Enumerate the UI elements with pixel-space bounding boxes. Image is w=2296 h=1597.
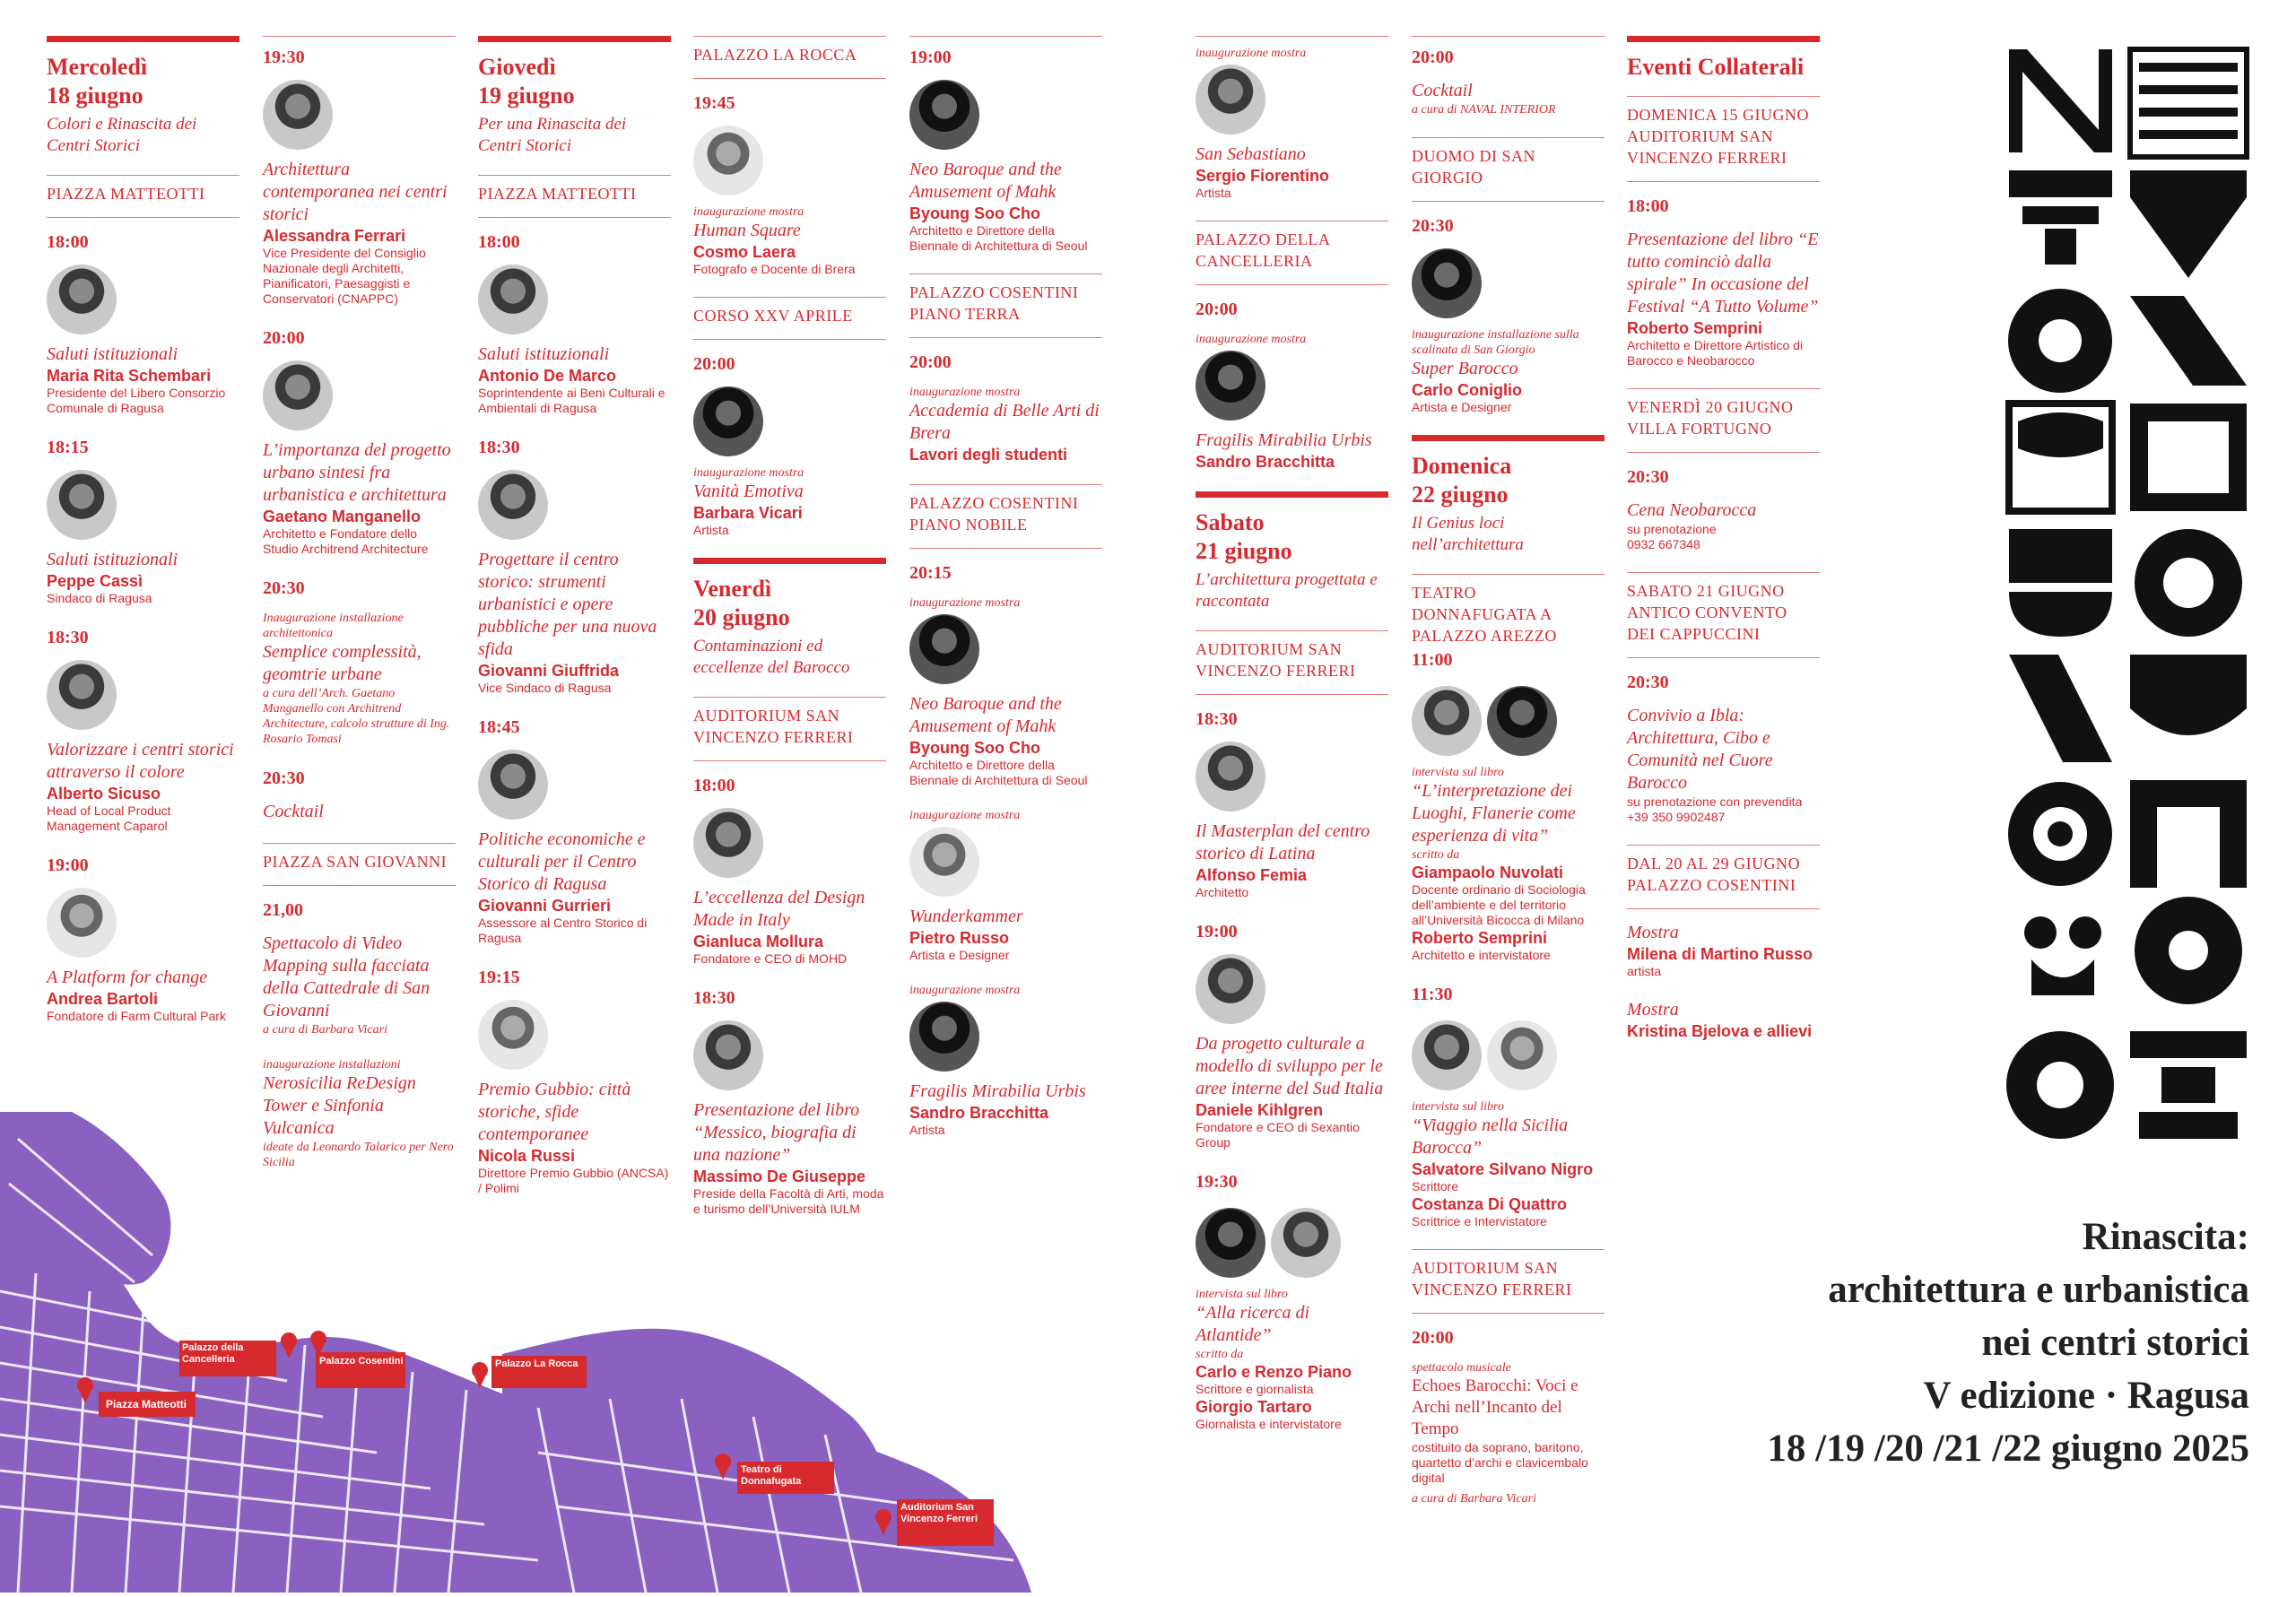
divider xyxy=(1627,36,1820,42)
event-description: costituito da soprano, baritono, quartetto d’archi e clavicembalo digital xyxy=(1412,1440,1588,1485)
event-title: Saluti istituzionali xyxy=(478,344,610,364)
speaker-photo xyxy=(693,126,763,195)
speaker-role: Artista xyxy=(1196,186,1231,200)
event-credit: ideate da Leonardo Talarico per Nero Sicilia xyxy=(263,1141,454,1169)
event-time: 20:15 xyxy=(909,563,952,583)
headline-title: Rinascita: xyxy=(2082,1216,2249,1258)
event-title: Fragilis Mirabilia Urbis xyxy=(909,1081,1086,1101)
speaker-role: Artista e Designer xyxy=(909,948,1010,962)
speaker-name: Giovanni Giuffrida xyxy=(478,662,620,680)
venue-label: DUOMO DI SAN GIORGIO xyxy=(1412,137,1605,202)
speaker-name: Antonio De Marco xyxy=(478,367,617,385)
event-time: 20:30 xyxy=(263,578,305,598)
event-title: L’eccellenza del Design Made in Italy xyxy=(693,888,865,930)
speaker-role: Fotografo e Docente di Brera xyxy=(693,262,856,276)
map-label-auditorium: Auditorium San Vincenzo Ferreri xyxy=(900,1502,978,1524)
day-title: Venerdì 20 giugno xyxy=(693,576,790,630)
speaker-name: Cosmo Laera xyxy=(693,243,796,261)
speaker-photo xyxy=(47,265,117,334)
divider xyxy=(909,36,1102,37)
event-time: 20:30 xyxy=(1627,673,1669,692)
column-wednesday xyxy=(47,36,239,1024)
speaker-role: artista xyxy=(1627,964,1662,978)
event-note: Inaugurazione installazione architettonica xyxy=(263,612,404,640)
speaker-name: Maria Rita Schembari xyxy=(47,367,212,385)
event-title: Mostra xyxy=(1627,923,1679,942)
event-time: 20:00 xyxy=(1196,299,1238,319)
speaker-photo xyxy=(263,360,333,430)
column-thursday-friday xyxy=(693,36,886,1217)
event-note: intervista sul libro xyxy=(1412,1100,1504,1114)
speaker-name: Barbara Vicari xyxy=(693,504,803,522)
speaker-role: Assessore al Centro Storico di Ragusa xyxy=(478,916,648,945)
event-title: Cena Neobarocca xyxy=(1627,500,1757,520)
venue-label: PIAZZA MATTEOTTI xyxy=(478,175,671,218)
speaker-photo xyxy=(1196,742,1265,812)
speaker-role: Soprintendente ai Beni Culturali e Ambientali di Ragusa xyxy=(478,386,665,415)
map-label-cosentini: Palazzo Cosentini xyxy=(319,1356,404,1367)
speaker-name: Milena di Martino Russo xyxy=(1627,945,1813,963)
speaker-photos xyxy=(1412,1017,1605,1099)
divider xyxy=(263,36,456,37)
event-time: 18:00 xyxy=(47,232,89,252)
event-note: inaugurazione mostra xyxy=(909,386,1021,399)
speaker-name: Nicola Russi xyxy=(478,1147,576,1165)
event-title: Valorizzare i centri storici attraverso il colore xyxy=(47,740,234,782)
speaker-role: Artista xyxy=(693,523,729,537)
speaker-photo xyxy=(1271,1208,1341,1278)
speaker-role: Docente ordinario di Sociologia dell’ambiente e del territorio all’Università Bicocca di Milano xyxy=(1412,882,1586,927)
event-title: Architettura contemporanea nei centri storici xyxy=(263,160,448,224)
venue-label: PALAZZO LA ROCCA xyxy=(693,36,886,79)
speaker-role: Presidente del Libero Consorzio Comunale di Ragusa xyxy=(47,386,226,415)
headline-edition: V edizione · Ragusa xyxy=(1923,1375,2249,1417)
event-note: spettacolo musicale xyxy=(1412,1361,1511,1375)
event-time: 20:00 xyxy=(1412,1328,1454,1348)
headline-dates: 18 /19 /20 /21 /22 giugno 2025 xyxy=(1767,1428,2249,1470)
speaker-role: Head of Local Product Management Caparol xyxy=(47,803,171,833)
speaker-name: Byoung Soo Cho xyxy=(909,739,1040,757)
event-title: Il Masterplan del centro storico di Latina xyxy=(1196,821,1370,864)
speaker-name: Roberto Semprini xyxy=(1627,319,1763,337)
speaker-name: Costanza Di Quattro xyxy=(1412,1195,1568,1213)
speaker-photo xyxy=(909,827,979,897)
speaker-photo xyxy=(1412,686,1482,756)
speaker-name: Andrea Bartoli xyxy=(47,990,159,1008)
speaker-photo xyxy=(693,808,763,878)
event-title: San Sebastiano xyxy=(1196,144,1306,164)
event-time: 20:00 xyxy=(909,352,952,372)
speaker-name: Massimo De Giuseppe xyxy=(693,1167,866,1185)
speaker-role: Preside della Facoltà di Arti, moda e turismo dell’Università IULM xyxy=(693,1186,884,1216)
divider xyxy=(1412,435,1605,441)
speaker-role: Architetto e Direttore della Biennale di Architettura di Seoul xyxy=(909,758,1088,787)
event-title: Premio Gubbio: città storiche, sfide contemporanee xyxy=(478,1080,631,1144)
column-thursday xyxy=(478,36,671,1196)
event-title: Super Barocco xyxy=(1412,359,1518,378)
speaker-photo xyxy=(1196,351,1265,421)
speaker-photo xyxy=(1196,65,1265,135)
day-subtitle: Per una Rinascita dei Centri Storici xyxy=(478,115,627,155)
event-title: L’importanza del progetto urbano sintesi fra urbanistica e architettura xyxy=(263,440,451,505)
speaker-name: Sandro Bracchitta xyxy=(1196,453,1335,471)
speaker-role: Fondatore di Farm Cultural Park xyxy=(47,1009,226,1023)
column-wednesday-cont xyxy=(263,36,456,1170)
event-title: Semplice complessità, geomtrie urbane xyxy=(263,642,422,684)
venue-label: PALAZZO COSENTINI PIANO NOBILE xyxy=(909,484,1102,549)
event-credit: a cura di Barbara Vicari xyxy=(263,1023,387,1037)
event-title: “Alla ricerca di Atlantide” xyxy=(1196,1303,1310,1345)
event-time: 11:30 xyxy=(1412,985,1453,1004)
speaker-name: Pietro Russo xyxy=(909,929,1010,947)
column-collateral-events xyxy=(1627,36,1820,1041)
speaker-role: Fondatore e CEO di Sexantio Group xyxy=(1196,1120,1360,1150)
event-title: A Platform for change xyxy=(47,968,208,987)
speaker-name: Gianluca Mollura xyxy=(693,933,824,950)
speaker-role: Artista e Designer xyxy=(1412,400,1512,414)
event-time: 19:30 xyxy=(1196,1172,1238,1192)
speaker-photo xyxy=(1196,1208,1265,1278)
speaker-name: Giampaolo Nuvolati xyxy=(1412,864,1564,881)
event-note: inaugurazione mostra xyxy=(693,466,804,480)
speaker-name: Salvatore Silvano Nigro xyxy=(1412,1160,1594,1178)
festival-logo xyxy=(2005,45,2256,1148)
speaker-photo xyxy=(693,386,763,456)
event-time: 19:00 xyxy=(47,855,89,875)
event-time: 18:15 xyxy=(47,438,89,457)
event-note: inaugurazione mostra xyxy=(909,596,1021,610)
event-title: Presentazione del libro “Messico, biografia di una nazione” xyxy=(693,1100,860,1165)
event-time: 18:00 xyxy=(693,776,735,795)
event-info: su prenotazione xyxy=(1627,522,1717,536)
city-map xyxy=(0,1112,1031,1593)
speaker-photo xyxy=(1487,1020,1557,1090)
venue-label: PALAZZO COSENTINI PIANO TERRA xyxy=(909,273,1102,338)
event-note: inaugurazione mostra xyxy=(1196,333,1307,346)
speaker-photo xyxy=(909,1002,979,1072)
speaker-name: Gaetano Manganello xyxy=(263,508,422,525)
speaker-photo xyxy=(47,470,117,540)
venue-label: CORSO XXV APRILE xyxy=(693,297,886,340)
speaker-name: Lavori degli studenti xyxy=(909,446,1068,464)
divider xyxy=(478,36,671,42)
speaker-role: Vice Presidente del Consiglio Nazionale degli Architetti, Pianificatori, Paesaggisti e Conservatori (CNAPPC) xyxy=(263,246,426,306)
day-subtitle: Contaminazioni ed eccellenze del Barocco xyxy=(693,637,850,677)
speaker-role: Architetto e Fondatore dello Studio Architrend Architecture xyxy=(263,526,429,556)
speaker-photo xyxy=(1412,248,1482,318)
event-title: Spettacolo di Video Mapping sulla facciata della Cattedrale di San Giovanni xyxy=(263,933,430,1020)
venue-label: AUDITORIUM SAN VINCENZO FERRERI xyxy=(1196,630,1388,695)
venue-label: PIAZZA SAN GIOVANNI xyxy=(263,843,456,886)
speaker-photo xyxy=(47,660,117,730)
event-title: Convivio a Ibla: Architettura, Cibo e Comunità nel Cuore Barocco xyxy=(1627,706,1773,793)
event-credit: a cura di NAVAL INTERIOR xyxy=(1412,103,1556,117)
event-title: Neo Baroque and the Amusement of Mahk xyxy=(909,160,1062,202)
event-title: Progettare il centro storico: strumenti urbanistici e opere pubbliche per una nuova sfida xyxy=(478,550,657,659)
event-time: 18:30 xyxy=(693,988,735,1008)
speaker-role: Artista xyxy=(909,1123,945,1137)
event-time: 19:15 xyxy=(478,968,520,987)
event-note: inaugurazione mostra xyxy=(693,205,804,219)
speaker-name: Byoung Soo Cho xyxy=(909,204,1040,222)
speaker-role: Fondatore e CEO di MOHD xyxy=(693,951,848,966)
event-time: 18:45 xyxy=(478,717,520,737)
speaker-role: Architetto e intervistatore xyxy=(1412,948,1551,962)
event-note: inaugurazione mostra xyxy=(909,809,1021,822)
event-title: Politiche economiche e culturali per il Centro Storico di Ragusa xyxy=(478,829,646,894)
speaker-name: Daniele Kihlgren xyxy=(1196,1101,1324,1119)
event-time: 18:30 xyxy=(1196,709,1238,729)
event-title: Mostra xyxy=(1627,1000,1679,1020)
day-title: Domenica 22 giugno xyxy=(1412,453,1512,508)
speaker-name: Sandro Bracchitta xyxy=(909,1104,1049,1122)
map-graphic xyxy=(0,1112,1031,1593)
headline-line: architettura e urbanistica xyxy=(1828,1269,2249,1311)
event-time: 18:30 xyxy=(47,628,89,647)
event-title: Wunderkammer xyxy=(909,907,1023,926)
event-credit: a cura dell’Arch. Gaetano Manganello con Architrend Architecture, calcolo strutture di Ing. Rosario Tomasi xyxy=(263,687,450,746)
event-credit: a cura di Barbara Vicari xyxy=(1412,1492,1536,1506)
day-title: Sabato 21 giugno xyxy=(1196,509,1292,564)
venue-label: DOMENICA 15 GIUGNO AUDITORIUM SAN VINCENZO FERRERI xyxy=(1627,96,1820,182)
speaker-role: Scrittore e giornalista xyxy=(1196,1382,1314,1396)
speaker-role: Scrittore xyxy=(1412,1179,1459,1193)
headline-line: nei centri storici xyxy=(1981,1322,2249,1364)
speaker-name: Roberto Semprini xyxy=(1412,929,1548,947)
speaker-photo xyxy=(1412,1020,1482,1090)
speaker-name: Carlo e Renzo Piano xyxy=(1196,1363,1352,1381)
day-title: Giovedì 19 giugno xyxy=(478,54,575,108)
event-time: 19:00 xyxy=(909,48,952,67)
event-title: Human Square xyxy=(693,221,801,240)
speaker-role: Direttore Premio Gubbio (ANCSA) / Polimi xyxy=(478,1166,669,1195)
speaker-photo xyxy=(909,614,979,684)
speaker-photo xyxy=(263,80,333,150)
event-title: “L’interpretazione dei Luoghi, Flanerie come esperienza di vita” xyxy=(1412,781,1576,846)
event-time: 11:00 xyxy=(1412,650,1453,670)
venue-label: SABATO 21 GIUGNO ANTICO CONVENTO DEI CAPPUCCINI xyxy=(1627,572,1820,658)
speaker-photo xyxy=(478,265,548,334)
speaker-name: Peppe Cassì xyxy=(47,572,144,590)
speaker-name: Kristina Bjelova e allievi xyxy=(1627,1022,1813,1040)
speaker-photo xyxy=(693,1020,763,1090)
column-saturday xyxy=(1196,36,1388,1432)
event-title: Cocktail xyxy=(263,802,324,821)
event-note: inaugurazione mostra xyxy=(1196,47,1307,60)
day-subtitle: L’architettura progettata e raccontata xyxy=(1196,570,1378,611)
speaker-name: Sergio Fiorentino xyxy=(1196,167,1330,185)
phone-number: +39 350 9902487 xyxy=(1627,810,1726,824)
event-note: inaugurazione mostra xyxy=(909,984,1021,997)
speaker-name: Giovanni Gurrieri xyxy=(478,897,612,915)
event-title: Da progetto culturale a modello di sviluppo per le aree interne del Sud Italia xyxy=(1196,1034,1384,1098)
divider xyxy=(1412,36,1605,37)
neobarocco-logo-icon xyxy=(2005,45,2256,1148)
speaker-photo xyxy=(478,1000,548,1070)
speaker-role: Architetto e Direttore Artistico di Barocco e Neobarocco xyxy=(1627,338,1804,368)
event-title: Cocktail xyxy=(1412,81,1473,100)
speaker-role: Giornalista e intervistatore xyxy=(1196,1417,1342,1431)
divider xyxy=(47,36,239,42)
speaker-photos xyxy=(1412,682,1605,765)
event-credit: scritto da xyxy=(1412,848,1460,862)
event-title: Saluti istituzionali xyxy=(47,550,178,569)
event-title: Fragilis Mirabilia Urbis xyxy=(1196,430,1372,450)
venue-label: VENERDÌ 20 GIUGNO VILLA FORTUGNO xyxy=(1627,388,1820,453)
venue-label: DAL 20 AL 29 GIUGNO PALAZZO COSENTINI xyxy=(1627,845,1820,909)
speaker-role: Sindaco di Ragusa xyxy=(47,591,152,605)
phone-number: 0932 667348 xyxy=(1627,537,1700,551)
event-note: intervista sul libro xyxy=(1196,1288,1288,1301)
map-label-la-rocca: Palazzo La Rocca xyxy=(495,1358,578,1369)
speaker-name: Alfonso Femia xyxy=(1196,866,1308,884)
divider xyxy=(1196,36,1388,37)
column-friday-cont xyxy=(909,36,1102,1138)
event-title: “Viaggio nella Sicilia Barocca” xyxy=(1412,1115,1569,1158)
venue-label: PALAZZO DELLA CANCELLERIA xyxy=(1196,221,1388,285)
event-time: 20:30 xyxy=(1412,216,1454,236)
event-time: 20:00 xyxy=(1412,48,1454,67)
map-label-cancelleria: Palazzo della Cancelleria xyxy=(182,1342,244,1365)
venue-label: TEATRO DONNAFUGATA A PALAZZO AREZZO xyxy=(1412,574,1605,647)
speaker-role: Vice Sindaco di Ragusa xyxy=(478,681,612,695)
column-sunday xyxy=(1412,36,1605,1506)
event-time: 19:00 xyxy=(1196,922,1238,942)
event-time: 20:30 xyxy=(1627,467,1669,487)
speaker-name: Carlo Coniglio xyxy=(1412,381,1522,399)
venue-label: AUDITORIUM SAN VINCENZO FERRERI xyxy=(1412,1249,1605,1314)
day-subtitle: Il Genius loci nell’architettura xyxy=(1412,514,1524,554)
event-title: Saluti istituzionali xyxy=(47,344,178,364)
section-title: Eventi Collaterali xyxy=(1627,54,1805,80)
event-info: su prenotazione con prevendita xyxy=(1627,794,1803,809)
event-time: 20:00 xyxy=(263,328,305,348)
event-title: Nerosicilia ReDesign Tower e Sinfonia Vulcanica xyxy=(263,1073,416,1138)
speaker-photo xyxy=(47,888,117,958)
event-credit: scritto da xyxy=(1196,1348,1244,1361)
speaker-photo xyxy=(478,470,548,540)
speaker-photos xyxy=(1196,1204,1388,1287)
speaker-photo xyxy=(1487,686,1557,756)
venue-label: AUDITORIUM SAN VINCENZO FERRERI xyxy=(693,697,886,761)
map-label-donnafugata: Teatro di Donnafugata xyxy=(741,1464,802,1487)
map-label-piazza-matteotti: Piazza Matteotti xyxy=(106,1398,187,1410)
speaker-role: Architetto e Direttore della Biennale di Architettura di Seoul xyxy=(909,223,1088,253)
event-title: Neo Baroque and the Amusement of Mahk xyxy=(909,694,1062,736)
event-note: inaugurazione installazioni xyxy=(263,1058,401,1072)
day-subtitle: Colori e Rinascita dei Centri Storici xyxy=(47,115,197,155)
speaker-photo xyxy=(478,750,548,820)
speaker-name: Alberto Sicuso xyxy=(47,785,161,803)
event-time: 21,00 xyxy=(263,900,303,920)
speaker-name: Giorgio Tartaro xyxy=(1196,1398,1312,1416)
divider xyxy=(693,558,886,564)
event-time: 18:30 xyxy=(478,438,520,457)
event-title: Vanità Emotiva xyxy=(693,482,804,501)
divider xyxy=(1196,491,1388,498)
event-title: Accademia di Belle Arti di Brera xyxy=(909,401,1100,443)
day-title: Mercoledì 18 giugno xyxy=(47,54,148,108)
event-title: Presentazione del libro “E tutto cominciò dalla spirale” In occasione del Festival “A Tutto Volume” xyxy=(1627,230,1819,317)
speaker-role: Architetto xyxy=(1196,885,1249,899)
event-title: Echoes Barocchi: Voci e Archi nell’Incanto del Tempo xyxy=(1412,1376,1578,1438)
event-time: 20:30 xyxy=(263,768,305,788)
event-time: 19:45 xyxy=(693,93,735,113)
event-time: 18:00 xyxy=(478,232,520,252)
event-time: 18:00 xyxy=(1627,196,1669,216)
event-note: intervista sul libro xyxy=(1412,766,1504,779)
event-time: 20:00 xyxy=(693,354,735,374)
speaker-photo xyxy=(1196,954,1265,1024)
speaker-role: Scrittrice e Intervistatore xyxy=(1412,1214,1547,1228)
speaker-photo xyxy=(909,80,979,150)
venue-label: PIAZZA MATTEOTTI xyxy=(47,175,239,218)
speaker-name: Alessandra Ferrari xyxy=(263,227,406,245)
event-note: inaugurazione installazione sulla scalinata di San Giorgio xyxy=(1412,328,1579,357)
festival-headline xyxy=(1767,1211,2249,1475)
event-time: 19:30 xyxy=(263,48,305,67)
